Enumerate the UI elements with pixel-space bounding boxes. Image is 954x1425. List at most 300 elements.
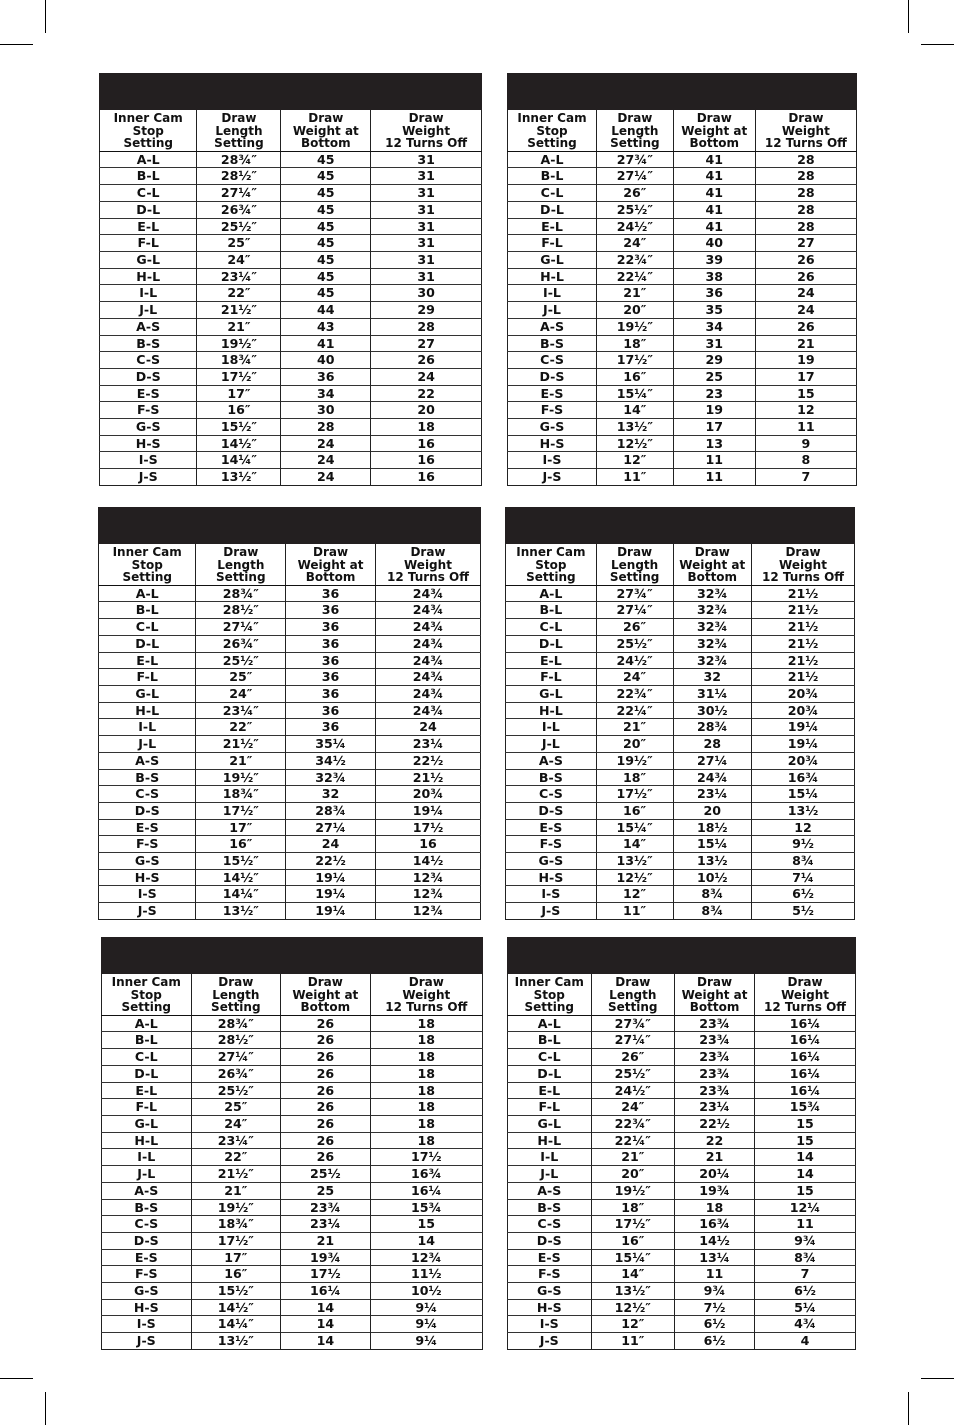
draw-weight-bottom-cell: 19¾ xyxy=(281,1249,371,1266)
cam-stop-setting-cell: D-L xyxy=(508,1065,592,1082)
col-header-draw-weight-12-turns-off: Draw Weight 12 Turns Off xyxy=(755,974,856,1015)
draw-weight-12-turns-cell: 20¾ xyxy=(752,702,855,719)
cam-stop-setting-cell: A-L xyxy=(540,151,564,167)
table-row xyxy=(508,252,857,269)
draw-weight-12-turns-cell: 12¾ xyxy=(375,869,480,886)
cam-stop-setting-cell: F-S xyxy=(508,1266,592,1283)
table-row xyxy=(508,1199,856,1216)
cam-stop-setting-cell: E-S xyxy=(99,819,196,836)
draw-weight-12-turns-cell: 21½ xyxy=(752,619,855,636)
table-row xyxy=(100,402,482,419)
table-header-bar xyxy=(505,507,855,544)
cam-stop-setting-cell: D-L xyxy=(508,201,597,218)
draw-weight-12-turns-cell: 9¼ xyxy=(370,1316,482,1333)
draw-length-cell: 22¾″ xyxy=(596,686,673,703)
table-row xyxy=(506,853,855,870)
cam-stop-setting-cell: I-S xyxy=(508,1316,592,1333)
table-row xyxy=(100,268,482,285)
col-header-draw-length-setting: Draw Length Setting xyxy=(191,974,281,1015)
draw-length-cell: 25½″ xyxy=(191,1082,281,1099)
cam-stop-setting-cell: H-L xyxy=(102,1132,192,1149)
cam-stop-setting-cell: J-L xyxy=(508,302,597,319)
cam-stop-setting-cell: C-S xyxy=(99,786,196,803)
col-header-draw-weight-at-bottom: Draw Weight at Bottom xyxy=(281,110,371,151)
table-row xyxy=(99,719,481,736)
draw-length-cell: 11″ xyxy=(596,469,673,486)
cam-stop-setting-cell: A-L xyxy=(537,1015,561,1031)
table-row xyxy=(100,385,482,402)
table-row xyxy=(102,1316,483,1333)
cam-stop-setting-cell: F-L xyxy=(102,1099,192,1116)
table-row xyxy=(100,435,482,452)
draw-length-cell: 13½″ xyxy=(197,469,281,486)
table-row xyxy=(99,869,481,886)
col-header-draw-weight-12-turns-off: Draw Weight 12 Turns Off xyxy=(375,544,480,585)
table-row xyxy=(100,469,482,486)
draw-weight-12-turns-cell: 16 xyxy=(371,435,482,452)
cam-stop-setting-cell: G-S xyxy=(102,1283,192,1300)
draw-weight-12-turns-cell: 14 xyxy=(755,1149,856,1166)
draw-weight-12-turns-cell: 16 xyxy=(371,452,482,469)
cam-stop-setting-cell: H-L xyxy=(508,268,597,285)
draw-length-cell: 13½″ xyxy=(196,903,286,920)
draw-weight-bottom-cell: 36 xyxy=(286,602,376,619)
draw-weight-bottom-cell: 36 xyxy=(673,285,755,302)
table-row xyxy=(99,853,481,870)
draw-length-cell: 15¼″ xyxy=(596,385,673,402)
cam-stop-setting-cell: F-L xyxy=(506,669,597,686)
cam-stop-setting-cell: C-L xyxy=(102,1049,192,1066)
draw-weight-12-turns-cell: 21½ xyxy=(375,769,480,786)
draw-length-cell: 25½″ xyxy=(197,218,281,235)
cam-stop-setting-cell: A-S xyxy=(508,318,597,335)
cam-stop-setting-cell: I-S xyxy=(100,452,197,469)
table-row xyxy=(506,619,855,636)
draw-length-cell: 20″ xyxy=(591,1166,675,1183)
table-row xyxy=(508,1232,856,1249)
draw-weight-bottom-cell: 24¾ xyxy=(673,769,752,786)
table-row xyxy=(508,168,857,185)
draw-length-cell: 26″ xyxy=(596,185,673,202)
draw-weight-12-turns-cell: 15 xyxy=(755,1132,856,1149)
draw-weight-12-turns-cell: 9¼ xyxy=(370,1333,482,1350)
cam-stop-setting-cell: C-S xyxy=(100,352,197,369)
cam-stop-setting-cell: G-L xyxy=(506,686,597,703)
draw-weight-12-turns-cell: 12¾ xyxy=(370,1249,482,1266)
cam-stop-setting-cell: C-S xyxy=(508,352,597,369)
draw-weight-bottom-cell: 36 xyxy=(286,669,376,686)
crop-mark-bottom-left-vertical xyxy=(45,1392,46,1425)
table-row xyxy=(102,1199,483,1216)
cam-stop-setting-cell: B-S xyxy=(508,1199,592,1216)
draw-length-cell: 24½″ xyxy=(596,218,673,235)
draw-weight-12-turns-cell: 8¾ xyxy=(752,853,855,870)
cam-stop-setting-cell: I-L xyxy=(508,1149,592,1166)
draw-length-cell: 22″ xyxy=(196,719,286,736)
table-row xyxy=(506,836,855,853)
draw-weight-12-turns-cell: 15 xyxy=(370,1216,482,1233)
draw-weight-12-turns-cell: 7 xyxy=(755,469,856,486)
draw-weight-12-turns-cell: 16¼ xyxy=(755,1015,856,1032)
draw-weight-bottom-cell: 21 xyxy=(281,1232,371,1249)
table-row xyxy=(508,1166,856,1183)
cam-stop-setting-cell: D-S xyxy=(508,1232,592,1249)
draw-length-cell: 14¼″ xyxy=(191,1316,281,1333)
draw-weight-bottom-cell: 26 xyxy=(281,1015,371,1032)
draw-length-cell: 14½″ xyxy=(196,869,286,886)
cam-stop-setting-cell: A-S xyxy=(102,1182,192,1199)
draw-weight-bottom-cell: 17 xyxy=(673,419,755,436)
draw-weight-bottom-cell: 14½ xyxy=(675,1232,755,1249)
crop-mark-top-left-horizontal xyxy=(0,44,33,45)
cam-stop-setting-cell: E-S xyxy=(506,819,597,836)
draw-weight-bottom-cell: 32¾ xyxy=(286,769,376,786)
table-row xyxy=(100,419,482,436)
cam-stop-setting-cell: A-S xyxy=(508,1182,592,1199)
cam-stop-setting-cell: H-L xyxy=(508,1132,592,1149)
draw-weight-table-5 xyxy=(101,937,483,1350)
col-header-draw-weight-at-bottom: Draw Weight at Bottom xyxy=(675,974,755,1015)
draw-weight-bottom-cell: 22½ xyxy=(286,853,376,870)
draw-weight-bottom-cell: 26 xyxy=(281,1132,371,1149)
draw-weight-12-turns-cell: 15 xyxy=(755,1116,856,1133)
table-row xyxy=(102,1249,483,1266)
table-row xyxy=(508,419,857,436)
cam-stop-setting-cell: H-L xyxy=(506,702,597,719)
crop-mark-bottom-left-horizontal xyxy=(0,1378,33,1379)
table-row xyxy=(99,786,481,803)
cam-stop-setting-cell: F-S xyxy=(99,836,196,853)
draw-weight-12-turns-cell: 20¾ xyxy=(375,786,480,803)
draw-weight-12-turns-cell: 11 xyxy=(755,1216,856,1233)
cam-stop-setting-cell: D-L xyxy=(506,635,597,652)
draw-weight-bottom-cell: 36 xyxy=(286,686,376,703)
draw-weight-table-3 xyxy=(98,507,481,920)
draw-weight-12-turns-cell: 21½ xyxy=(752,602,855,619)
table-row xyxy=(508,201,857,218)
draw-weight-12-turns-cell: 27 xyxy=(755,235,856,252)
draw-weight-12-turns-cell: 28 xyxy=(755,151,856,168)
draw-weight-bottom-cell: 14 xyxy=(281,1299,371,1316)
draw-length-cell: 25½″ xyxy=(196,652,286,669)
table-row xyxy=(99,802,481,819)
draw-weight-table-4 xyxy=(505,507,855,920)
table-row xyxy=(506,886,855,903)
cam-stop-setting-cell: E-S xyxy=(102,1249,192,1266)
table-row xyxy=(506,602,855,619)
draw-weight-bottom-cell: 30 xyxy=(281,402,371,419)
table-row xyxy=(506,736,855,753)
draw-length-cell: 14¼″ xyxy=(197,452,281,469)
draw-weight-bottom-cell: 25 xyxy=(673,368,755,385)
draw-weight-12-turns-cell: 19¼ xyxy=(752,719,855,736)
draw-weight-bottom-cell: 7½ xyxy=(675,1299,755,1316)
cam-stop-setting-cell: B-S xyxy=(100,335,197,352)
cam-stop-setting-cell: A-S xyxy=(506,752,597,769)
draw-weight-bottom-cell: 44 xyxy=(281,302,371,319)
draw-length-cell: 27¼″ xyxy=(591,1032,675,1049)
col-header-draw-length-setting: Draw Length Setting xyxy=(591,974,675,1015)
draw-weight-12-turns-cell: 31 xyxy=(371,185,482,202)
draw-weight-12-turns-cell: 21½ xyxy=(752,652,855,669)
draw-length-cell: 19½″ xyxy=(196,769,286,786)
draw-weight-bottom-cell: 14 xyxy=(281,1333,371,1350)
draw-length-cell: 16″ xyxy=(197,402,281,419)
draw-weight-bottom-cell: 24 xyxy=(281,452,371,469)
table-row xyxy=(508,302,857,319)
cam-stop-setting-cell: H-S xyxy=(508,1299,592,1316)
draw-weight-12-turns-cell: 31 xyxy=(371,168,482,185)
draw-length-cell: 19½″ xyxy=(197,335,281,352)
table-header-bar xyxy=(98,507,481,544)
draw-weight-12-turns-cell: 18 xyxy=(370,1049,482,1066)
draw-length-cell: 27¾″ xyxy=(596,585,673,602)
draw-weight-12-turns-cell: 14 xyxy=(755,1166,856,1183)
col-header-inner-cam-stop-setting: Inner Cam Stop Setting xyxy=(100,110,197,151)
draw-length-cell: 17½″ xyxy=(191,1232,281,1249)
draw-weight-bottom-cell: 19¼ xyxy=(286,869,376,886)
draw-weight-12-turns-cell: 24¾ xyxy=(375,686,480,703)
table-row xyxy=(99,886,481,903)
table-row xyxy=(102,1266,483,1283)
draw-weight-bottom-cell: 18½ xyxy=(673,819,752,836)
draw-length-cell: 22¼″ xyxy=(596,268,673,285)
draw-length-cell: 18″ xyxy=(591,1199,675,1216)
draw-weight-table-1 xyxy=(99,73,482,486)
draw-weight-12-turns-cell: 16 xyxy=(371,469,482,486)
table-row xyxy=(99,752,481,769)
draw-weight-12-turns-cell: 28 xyxy=(755,168,856,185)
draw-length-cell: 27¼″ xyxy=(196,619,286,636)
table-row xyxy=(99,602,481,619)
cam-stop-setting-cell: E-S xyxy=(508,1249,592,1266)
draw-weight-bottom-cell: 11 xyxy=(673,469,755,486)
draw-weight-12-turns-cell: 28 xyxy=(371,318,482,335)
table-row xyxy=(99,635,481,652)
draw-length-cell: 17½″ xyxy=(591,1216,675,1233)
table-row xyxy=(508,218,857,235)
table-row xyxy=(102,1099,483,1116)
draw-weight-12-turns-cell: 31 xyxy=(371,252,482,269)
table-row xyxy=(102,1216,483,1233)
table-row xyxy=(508,469,857,486)
draw-weight-bottom-cell: 19¾ xyxy=(675,1182,755,1199)
draw-weight-bottom-cell: 45 xyxy=(281,285,371,302)
draw-weight-bottom-cell: 34½ xyxy=(286,752,376,769)
draw-length-cell: 21″ xyxy=(196,752,286,769)
draw-weight-12-turns-cell: 14 xyxy=(370,1232,482,1249)
draw-weight-12-turns-cell: 24 xyxy=(375,719,480,736)
draw-weight-12-turns-cell: 5½ xyxy=(752,903,855,920)
draw-weight-12-turns-cell: 6½ xyxy=(752,886,855,903)
draw-length-cell: 25½″ xyxy=(596,635,673,652)
table-row xyxy=(100,185,482,202)
table-row xyxy=(508,235,857,252)
col-header-draw-weight-12-turns-off: Draw Weight 12 Turns Off xyxy=(755,110,856,151)
cam-stop-setting-cell: D-L xyxy=(99,635,196,652)
cam-stop-setting-cell: I-S xyxy=(102,1316,192,1333)
draw-weight-bottom-cell: 23¾ xyxy=(675,1015,755,1032)
draw-weight-bottom-cell: 23¾ xyxy=(281,1199,371,1216)
draw-weight-12-turns-cell: 11½ xyxy=(370,1266,482,1283)
cam-stop-setting-cell: G-S xyxy=(508,1283,592,1300)
draw-weight-bottom-cell: 18 xyxy=(675,1199,755,1216)
draw-length-cell: 26″ xyxy=(591,1049,675,1066)
draw-weight-12-turns-cell: 19¼ xyxy=(752,736,855,753)
cam-stop-setting-cell: B-L xyxy=(102,1032,192,1049)
draw-weight-bottom-cell: 26 xyxy=(281,1082,371,1099)
draw-weight-12-turns-cell: 9¾ xyxy=(755,1232,856,1249)
cam-stop-setting-cell: G-S xyxy=(508,419,597,436)
draw-weight-bottom-cell: 24 xyxy=(281,435,371,452)
draw-length-cell: 25″ xyxy=(196,669,286,686)
spec-table xyxy=(507,974,856,1350)
draw-weight-bottom-cell: 31¼ xyxy=(673,686,752,703)
table-row xyxy=(506,819,855,836)
draw-weight-12-turns-cell: 18 xyxy=(370,1116,482,1133)
cam-stop-setting-cell: J-S xyxy=(100,469,197,486)
table-row xyxy=(99,585,481,602)
table-row xyxy=(508,318,857,335)
draw-weight-12-turns-cell: 24¾ xyxy=(375,602,480,619)
cam-stop-setting-cell: G-S xyxy=(99,853,196,870)
table-row xyxy=(100,285,482,302)
draw-weight-12-turns-cell: 4¾ xyxy=(755,1316,856,1333)
col-header-inner-cam-stop-setting: Inner Cam Stop Setting xyxy=(99,544,196,585)
table-row xyxy=(508,452,857,469)
draw-length-cell: 24″ xyxy=(197,252,281,269)
draw-weight-12-turns-cell: 17 xyxy=(755,368,856,385)
draw-weight-bottom-cell: 36 xyxy=(286,635,376,652)
draw-weight-bottom-cell: 41 xyxy=(673,218,755,235)
table-row xyxy=(100,318,482,335)
draw-weight-12-turns-cell: 24 xyxy=(371,368,482,385)
draw-weight-bottom-cell: 26 xyxy=(281,1116,371,1133)
table-row xyxy=(508,151,857,168)
draw-weight-bottom-cell: 24 xyxy=(286,836,376,853)
draw-length-cell: 14″ xyxy=(596,402,673,419)
draw-length-cell: 17″ xyxy=(197,385,281,402)
draw-weight-bottom-cell: 41 xyxy=(673,168,755,185)
draw-weight-12-turns-cell: 16¾ xyxy=(752,769,855,786)
draw-length-cell: 21½″ xyxy=(191,1166,281,1183)
draw-length-cell: 11″ xyxy=(591,1333,675,1350)
draw-length-cell: 22¾″ xyxy=(591,1116,675,1133)
draw-weight-12-turns-cell: 10½ xyxy=(370,1283,482,1300)
draw-weight-12-turns-cell: 13½ xyxy=(752,802,855,819)
cam-stop-setting-cell: B-S xyxy=(508,335,597,352)
table-row xyxy=(99,819,481,836)
draw-length-cell: 18¾″ xyxy=(191,1216,281,1233)
draw-weight-bottom-cell: 32¾ xyxy=(673,602,752,619)
table-row xyxy=(508,1149,856,1166)
draw-weight-12-turns-cell: 21 xyxy=(755,335,856,352)
draw-weight-12-turns-cell: 22 xyxy=(371,385,482,402)
table-row xyxy=(508,1099,856,1116)
draw-weight-12-turns-cell: 17½ xyxy=(375,819,480,836)
table-row xyxy=(506,669,855,686)
draw-weight-bottom-cell: 6½ xyxy=(675,1333,755,1350)
draw-length-cell: 21″ xyxy=(591,1149,675,1166)
draw-weight-bottom-cell: 16¼ xyxy=(281,1283,371,1300)
draw-weight-bottom-cell: 8¾ xyxy=(673,886,752,903)
cam-stop-setting-cell: I-L xyxy=(99,719,196,736)
cam-stop-setting-cell: A-S xyxy=(99,752,196,769)
draw-weight-bottom-cell: 30½ xyxy=(673,702,752,719)
draw-weight-bottom-cell: 34 xyxy=(673,318,755,335)
draw-length-cell: 13½″ xyxy=(596,853,673,870)
table-row xyxy=(508,1015,856,1032)
crop-mark-top-right-vertical xyxy=(908,0,909,33)
draw-length-cell: 16″ xyxy=(596,802,673,819)
draw-length-cell: 16″ xyxy=(191,1266,281,1283)
draw-weight-12-turns-cell: 18 xyxy=(370,1065,482,1082)
draw-weight-bottom-cell: 32 xyxy=(286,786,376,803)
cam-stop-setting-cell: E-S xyxy=(508,385,597,402)
draw-weight-bottom-cell: 8¾ xyxy=(673,903,752,920)
cam-stop-setting-cell: B-L xyxy=(506,602,597,619)
cam-stop-setting-cell: D-S xyxy=(100,368,197,385)
draw-length-cell: 20″ xyxy=(596,302,673,319)
table-row xyxy=(508,1333,856,1350)
draw-weight-12-turns-cell: 16¼ xyxy=(755,1049,856,1066)
draw-weight-12-turns-cell: 24 xyxy=(755,285,856,302)
draw-length-cell: 17½″ xyxy=(197,368,281,385)
table-header-bar xyxy=(507,937,856,974)
draw-weight-12-turns-cell: 9½ xyxy=(752,836,855,853)
cam-stop-setting-cell: H-S xyxy=(100,435,197,452)
draw-length-cell: 13½″ xyxy=(191,1333,281,1350)
draw-weight-bottom-cell: 27¼ xyxy=(673,752,752,769)
table-row xyxy=(102,1132,483,1149)
draw-length-cell: 18¾″ xyxy=(197,352,281,369)
draw-weight-bottom-cell: 16¾ xyxy=(675,1216,755,1233)
draw-weight-12-turns-cell: 7¼ xyxy=(752,869,855,886)
col-header-draw-length-setting: Draw Length Setting xyxy=(596,110,673,151)
table-row xyxy=(508,1266,856,1283)
cam-stop-setting-cell: B-L xyxy=(99,602,196,619)
draw-weight-12-turns-cell: 24¾ xyxy=(375,585,480,602)
draw-weight-12-turns-cell: 31 xyxy=(371,201,482,218)
draw-weight-12-turns-cell: 12¾ xyxy=(375,886,480,903)
table-row xyxy=(102,1049,483,1066)
draw-weight-12-turns-cell: 19¼ xyxy=(375,802,480,819)
draw-weight-12-turns-cell: 31 xyxy=(371,151,482,168)
draw-weight-bottom-cell: 23¾ xyxy=(675,1049,755,1066)
draw-weight-bottom-cell: 27¼ xyxy=(286,819,376,836)
cam-stop-setting-cell: B-L xyxy=(508,1032,592,1049)
draw-weight-12-turns-cell: 15¾ xyxy=(370,1199,482,1216)
cam-stop-setting-cell: I-S xyxy=(506,886,597,903)
draw-weight-12-turns-cell: 12 xyxy=(755,402,856,419)
draw-length-cell: 17½″ xyxy=(596,786,673,803)
table-row xyxy=(508,1283,856,1300)
table-row xyxy=(508,185,857,202)
draw-weight-12-turns-cell: 24¾ xyxy=(375,635,480,652)
draw-length-cell: 25″ xyxy=(197,235,281,252)
draw-length-cell: 28¾″ xyxy=(197,151,281,168)
table-row xyxy=(100,302,482,319)
table-row xyxy=(506,903,855,920)
draw-length-cell: 24″ xyxy=(191,1116,281,1133)
cam-stop-setting-cell: G-L xyxy=(99,686,196,703)
cam-stop-setting-cell: A-L xyxy=(136,151,160,167)
draw-weight-bottom-cell: 24 xyxy=(281,469,371,486)
draw-length-cell: 17½″ xyxy=(196,802,286,819)
draw-length-cell: 22″ xyxy=(191,1149,281,1166)
cam-stop-setting-cell: A-S xyxy=(100,318,197,335)
cam-stop-setting-cell: C-S xyxy=(506,786,597,803)
